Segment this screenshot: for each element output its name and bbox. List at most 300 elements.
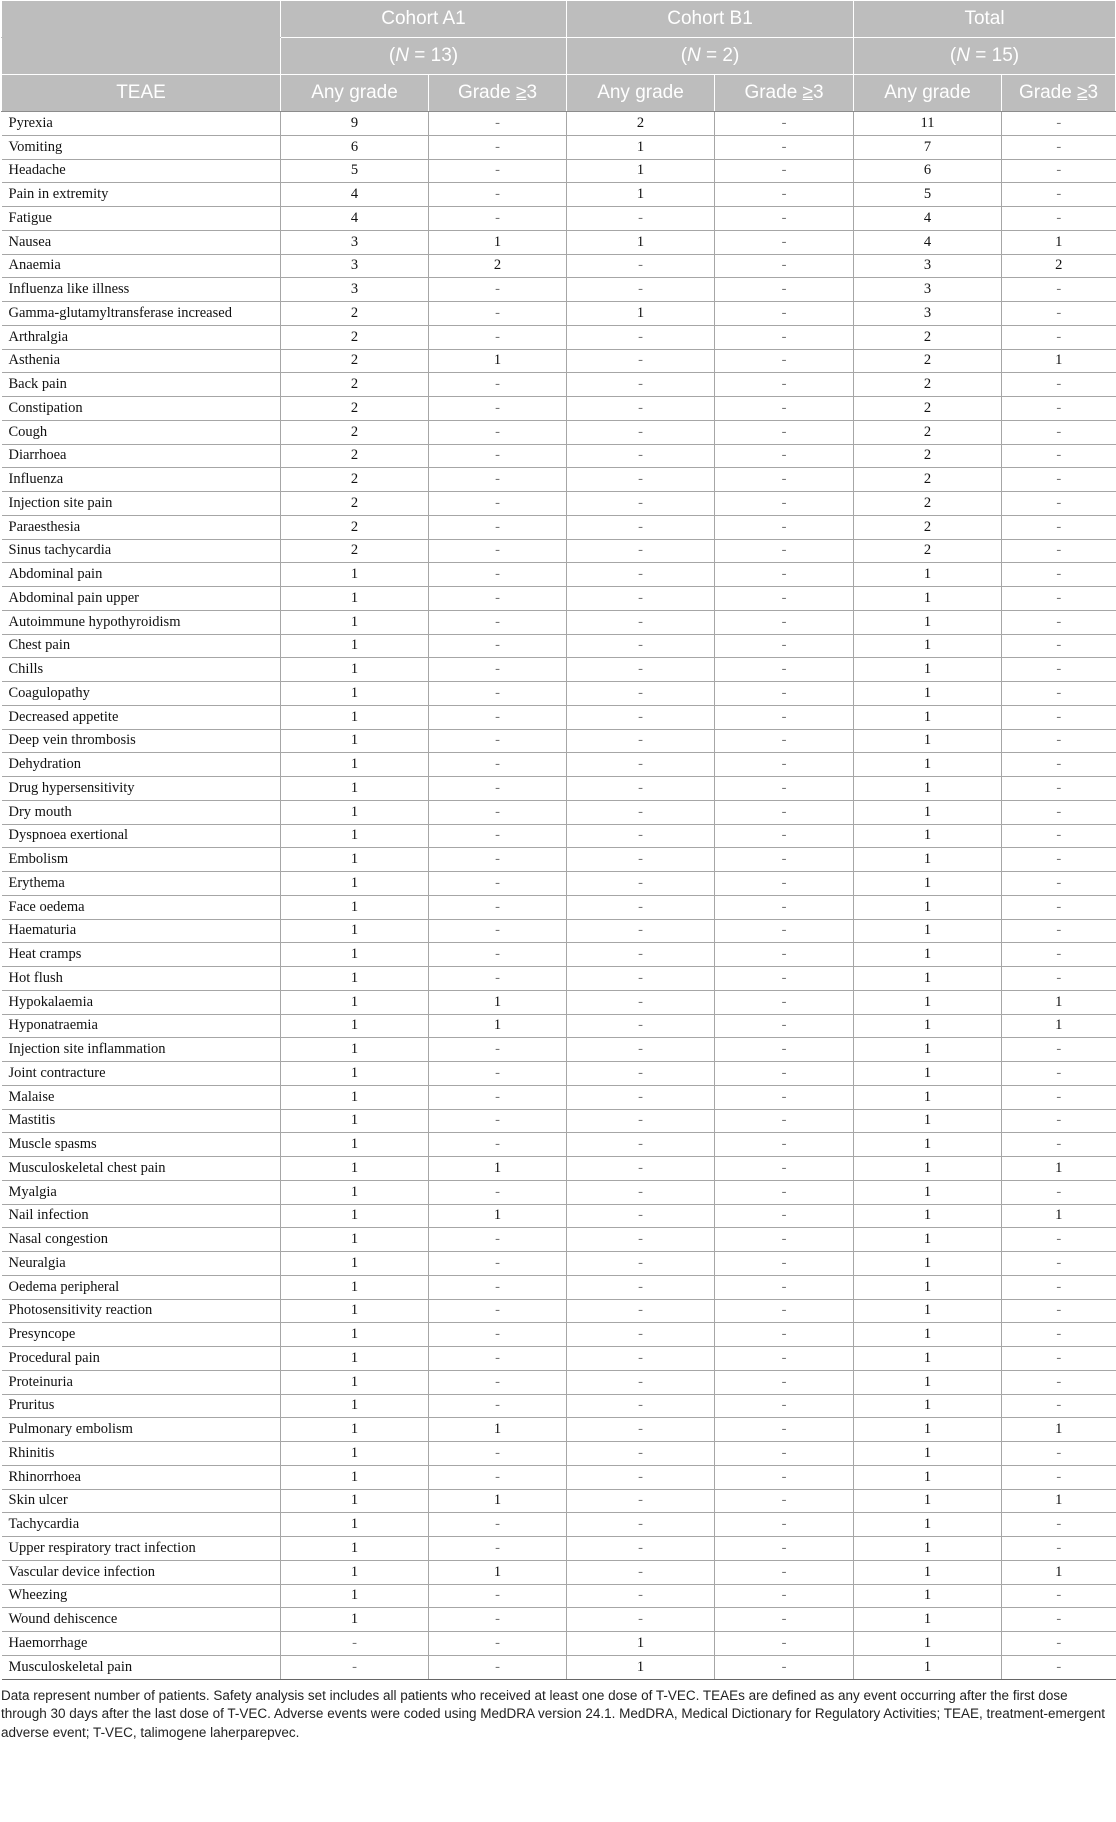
total-any-grade-cell: 1 xyxy=(854,848,1002,872)
cohort-a1-grade3-cell: - xyxy=(429,872,567,896)
table-row xyxy=(2,444,1116,468)
event-name-cell: Proteinuria xyxy=(2,1370,281,1394)
cohort-b1-grade3-cell: - xyxy=(715,587,854,611)
total-n: (N = 15) xyxy=(854,38,1116,75)
table-row xyxy=(2,634,1116,658)
teae-table xyxy=(1,0,1116,1680)
total-any-grade-cell: 1 xyxy=(854,1062,1002,1086)
event-name-cell: Musculoskeletal pain xyxy=(2,1655,281,1679)
table-row xyxy=(2,1537,1116,1561)
total-grade3-cell: - xyxy=(1002,397,1116,421)
cohort-b1-any-grade-cell: - xyxy=(567,207,715,231)
cohort-a1-any-grade-cell: 1 xyxy=(281,800,429,824)
cohort-b1-grade3-cell: - xyxy=(715,848,854,872)
cohort-b1-any-grade-cell: - xyxy=(567,373,715,397)
cohort-b1-grade3-cell: - xyxy=(715,325,854,349)
cohort-a1-any-grade-cell: 1 xyxy=(281,753,429,777)
cohort-a1-any-grade-cell: 4 xyxy=(281,183,429,207)
table-row xyxy=(2,1157,1116,1181)
cohort-a1-any-grade-cell: 1 xyxy=(281,658,429,682)
cohort-a1-grade3-cell: 1 xyxy=(429,1418,567,1442)
cohort-b1-grade3-cell: - xyxy=(715,492,854,516)
cohort-a1-grade3-cell: - xyxy=(429,1442,567,1466)
cohort-a1-grade3-cell: 1 xyxy=(429,1560,567,1584)
table-row xyxy=(2,800,1116,824)
cohort-a1-any-grade-cell: 1 xyxy=(281,872,429,896)
cohort-a1-any-grade-cell: 1 xyxy=(281,1157,429,1181)
table-row xyxy=(2,373,1116,397)
total-grade3-cell: - xyxy=(1002,705,1116,729)
cohort-b1-grade3-cell: - xyxy=(715,349,854,373)
total-any-grade-cell: 1 xyxy=(854,872,1002,896)
cohort-a1-any-grade-cell: 3 xyxy=(281,254,429,278)
cohort-a1-any-grade-cell: 1 xyxy=(281,1038,429,1062)
total-grade3-cell: 1 xyxy=(1002,349,1116,373)
cohort-a1-grade3-cell: - xyxy=(429,587,567,611)
cohort-b1-any-grade-cell: - xyxy=(567,1133,715,1157)
total-any-grade-cell: 1 xyxy=(854,587,1002,611)
table-row xyxy=(2,990,1116,1014)
event-name-cell: Neuralgia xyxy=(2,1252,281,1276)
table-row xyxy=(2,1584,1116,1608)
event-name-cell: Heat cramps xyxy=(2,943,281,967)
cohort-b1-any-grade-cell: - xyxy=(567,634,715,658)
cohort-a1-any-grade-cell: 1 xyxy=(281,1418,429,1442)
total-grade3-cell: 1 xyxy=(1002,1418,1116,1442)
cohort-b1-grade3-cell: - xyxy=(715,1323,854,1347)
total-grade3-cell: - xyxy=(1002,1584,1116,1608)
cohort-a1-grade3-cell: - xyxy=(429,444,567,468)
cohort-a1-grade3-cell: 1 xyxy=(429,1157,567,1181)
cohort-b1-grade3-cell: - xyxy=(715,1537,854,1561)
cohort-b1-any-grade-cell: - xyxy=(567,444,715,468)
cohort-b1-grade3-cell: - xyxy=(715,420,854,444)
total-any-grade-cell: 1 xyxy=(854,824,1002,848)
cohort-b1-grade3-cell: - xyxy=(715,777,854,801)
total-grade3-cell: - xyxy=(1002,1228,1116,1252)
cohort-b1-grade3-cell: - xyxy=(715,1275,854,1299)
cohort-a1-grade3-cell: 1 xyxy=(429,1489,567,1513)
table-row xyxy=(2,848,1116,872)
total-grade3-cell: - xyxy=(1002,967,1116,991)
cohort-b1-any-grade-cell: - xyxy=(567,587,715,611)
table-row xyxy=(2,325,1116,349)
table-row xyxy=(2,777,1116,801)
table-row xyxy=(2,1038,1116,1062)
total-any-grade-cell: 1 xyxy=(854,1584,1002,1608)
total-any-grade-cell: 1 xyxy=(854,1133,1002,1157)
event-name-cell: Haematuria xyxy=(2,919,281,943)
total-any-grade-cell: 3 xyxy=(854,302,1002,326)
cohort-a1-grade3-cell: - xyxy=(429,610,567,634)
cohort-a1-grade3-cell: - xyxy=(429,492,567,516)
total-grade3-cell: 1 xyxy=(1002,230,1116,254)
cohort-b1-any-grade-cell: - xyxy=(567,1560,715,1584)
cohort-a1-grade3-cell: - xyxy=(429,1252,567,1276)
cohort-b1-grade3-cell: - xyxy=(715,183,854,207)
cohort-a1-any-grade-cell: 1 xyxy=(281,1513,429,1537)
cohort-a1-any-grade-cell: 1 xyxy=(281,895,429,919)
cohort-a1-any-grade-cell: 2 xyxy=(281,373,429,397)
cohort-b1-grade3-cell: - xyxy=(715,1347,854,1371)
cohort-b1-grade3-cell: - xyxy=(715,539,854,563)
cohort-b1-any-grade-cell: - xyxy=(567,1180,715,1204)
cohort-a1-grade3-cell: - xyxy=(429,753,567,777)
event-name-cell: Injection site inflammation xyxy=(2,1038,281,1062)
total-any-grade-cell: 1 xyxy=(854,967,1002,991)
table-row xyxy=(2,1655,1116,1679)
teae-column-header: TEAE xyxy=(2,75,281,112)
cohort-b1-any-grade-cell: - xyxy=(567,492,715,516)
cohort-b1-grade3-cell: - xyxy=(715,1157,854,1181)
event-name-cell: Chest pain xyxy=(2,634,281,658)
header-blank-cell xyxy=(2,38,281,75)
any-grade-header: Any grade xyxy=(281,75,429,112)
cohort-a1-any-grade-cell: 1 xyxy=(281,1109,429,1133)
cohort-b1-any-grade-cell: - xyxy=(567,872,715,896)
cohort-b1-any-grade-cell: - xyxy=(567,1085,715,1109)
cohort-b1-any-grade-cell: 1 xyxy=(567,135,715,159)
total-any-grade-cell: 1 xyxy=(854,777,1002,801)
total-any-grade-cell: 1 xyxy=(854,1014,1002,1038)
total-grade3-cell: - xyxy=(1002,1109,1116,1133)
event-name-cell: Headache xyxy=(2,159,281,183)
table-row xyxy=(2,1109,1116,1133)
event-name-cell: Abdominal pain xyxy=(2,563,281,587)
total-grade3-cell: - xyxy=(1002,1608,1116,1632)
event-name-cell: Presyncope xyxy=(2,1323,281,1347)
cohort-a1-any-grade-cell: 1 xyxy=(281,1608,429,1632)
total-grade3-cell: 1 xyxy=(1002,1489,1116,1513)
table-row xyxy=(2,943,1116,967)
cohort-b1-grade3-cell: - xyxy=(715,1418,854,1442)
total-any-grade-cell: 1 xyxy=(854,682,1002,706)
total-grade3-cell: - xyxy=(1002,610,1116,634)
cohort-a1-grade3-cell: - xyxy=(429,1275,567,1299)
table-row xyxy=(2,230,1116,254)
table-row xyxy=(2,112,1116,136)
cohort-b1-grade3-cell: - xyxy=(715,1489,854,1513)
table-row xyxy=(2,183,1116,207)
cohort-b1-any-grade-cell: - xyxy=(567,1038,715,1062)
event-name-cell: Embolism xyxy=(2,848,281,872)
cohort-a1-any-grade-cell: 5 xyxy=(281,159,429,183)
cohort-b1-any-grade-cell: - xyxy=(567,1204,715,1228)
cohort-a1-grade3-cell: - xyxy=(429,1062,567,1086)
event-name-cell: Pruritus xyxy=(2,1394,281,1418)
cohort-b1-any-grade-cell: - xyxy=(567,658,715,682)
cohort-b1-grade3-cell: - xyxy=(715,1109,854,1133)
cohort-b1-any-grade-cell: - xyxy=(567,943,715,967)
event-name-cell: Tachycardia xyxy=(2,1513,281,1537)
event-name-cell: Mastitis xyxy=(2,1109,281,1133)
cohort-a1-grade3-cell: - xyxy=(429,705,567,729)
cohort-b1-grade3-cell: - xyxy=(715,278,854,302)
total-any-grade-cell: 2 xyxy=(854,325,1002,349)
cohort-b1-any-grade-cell: - xyxy=(567,753,715,777)
cohort-b1-grade3-cell: - xyxy=(715,207,854,231)
total-any-grade-cell: 1 xyxy=(854,1513,1002,1537)
total-any-grade-cell: 2 xyxy=(854,492,1002,516)
cohort-b1-grade3-cell: - xyxy=(715,515,854,539)
total-grade3-cell: - xyxy=(1002,207,1116,231)
cohort-b1-any-grade-cell: - xyxy=(567,349,715,373)
total-grade3-cell: - xyxy=(1002,159,1116,183)
table-row xyxy=(2,824,1116,848)
table-row xyxy=(2,1465,1116,1489)
cohort-a1-any-grade-cell: 2 xyxy=(281,349,429,373)
cohort-a1-any-grade-cell: 1 xyxy=(281,1085,429,1109)
cohort-a1-any-grade-cell: 1 xyxy=(281,1584,429,1608)
total-any-grade-cell: 1 xyxy=(854,1418,1002,1442)
cohort-a1-grade3-cell: - xyxy=(429,777,567,801)
cohort-a1-any-grade-cell: 6 xyxy=(281,135,429,159)
table-row xyxy=(2,207,1116,231)
cohort-b1-any-grade-cell: 1 xyxy=(567,230,715,254)
cohort-b1-grade3-cell: - xyxy=(715,1608,854,1632)
cohort-a1-grade3-cell: - xyxy=(429,1323,567,1347)
total-any-grade-cell: 1 xyxy=(854,1347,1002,1371)
event-name-cell: Rhinorrhoea xyxy=(2,1465,281,1489)
total-grade3-cell: - xyxy=(1002,1655,1116,1679)
cohort-b1-grade3-cell: - xyxy=(715,705,854,729)
total-any-grade-cell: 3 xyxy=(854,254,1002,278)
total-grade3-cell: - xyxy=(1002,420,1116,444)
cohort-b1-any-grade-cell: - xyxy=(567,1418,715,1442)
cohort-a1-grade3-cell: - xyxy=(429,1394,567,1418)
cohort-b1-grade3-cell: - xyxy=(715,563,854,587)
cohort-b1-grade3-cell: - xyxy=(715,1204,854,1228)
total-grade3-cell: - xyxy=(1002,278,1116,302)
total-any-grade-cell: 2 xyxy=(854,468,1002,492)
cohort-b1-grade3-cell: - xyxy=(715,967,854,991)
event-name-cell: Wound dehiscence xyxy=(2,1608,281,1632)
cohort-a1-any-grade-cell: 1 xyxy=(281,729,429,753)
total-any-grade-cell: 1 xyxy=(854,919,1002,943)
cohort-b1-any-grade-cell: - xyxy=(567,1347,715,1371)
total-any-grade-cell: 11 xyxy=(854,112,1002,136)
cohort-a1-any-grade-cell: 2 xyxy=(281,539,429,563)
total-grade3-cell: - xyxy=(1002,753,1116,777)
cohort-a1-grade3-cell: - xyxy=(429,159,567,183)
table-row xyxy=(2,658,1116,682)
cohort-a1-any-grade-cell: 1 xyxy=(281,610,429,634)
event-name-cell: Haemorrhage xyxy=(2,1632,281,1656)
cohort-a1-grade3-cell: - xyxy=(429,1109,567,1133)
cohort-b1-grade3-cell: - xyxy=(715,302,854,326)
cohort-b1-grade3-cell: - xyxy=(715,634,854,658)
cohort-a1-any-grade-cell: 2 xyxy=(281,492,429,516)
cohort-a1-grade3-cell: - xyxy=(429,183,567,207)
cohort-a1-grade3-cell: - xyxy=(429,634,567,658)
event-name-cell: Vomiting xyxy=(2,135,281,159)
table-row xyxy=(2,967,1116,991)
total-grade3-cell: - xyxy=(1002,1252,1116,1276)
total-any-grade-cell: 2 xyxy=(854,539,1002,563)
cohort-a1-grade3-cell: 1 xyxy=(429,1204,567,1228)
cohort-b1-any-grade-cell: - xyxy=(567,397,715,421)
event-name-cell: Erythema xyxy=(2,872,281,896)
event-name-cell: Skin ulcer xyxy=(2,1489,281,1513)
cohort-a1-grade3-cell: - xyxy=(429,1133,567,1157)
cohort-b1-grade3-cell: - xyxy=(715,254,854,278)
cohort-a1-grade3-cell: - xyxy=(429,563,567,587)
cohort-b1-any-grade-cell: - xyxy=(567,777,715,801)
total-grade3-cell: 2 xyxy=(1002,254,1116,278)
event-name-cell: Nausea xyxy=(2,230,281,254)
cohort-a1-any-grade-cell: 1 xyxy=(281,1537,429,1561)
n-value: = 15) xyxy=(969,45,1020,66)
cohort-a1-any-grade-cell: 4 xyxy=(281,207,429,231)
table-row xyxy=(2,254,1116,278)
grade-3-header: Grade ≥3 xyxy=(1002,75,1116,112)
table-row xyxy=(2,1062,1116,1086)
event-name-cell: Vascular device infection xyxy=(2,1560,281,1584)
table-row xyxy=(2,515,1116,539)
cohort-b1-n: (N = 2) xyxy=(567,38,854,75)
event-name-cell: Face oedema xyxy=(2,895,281,919)
total-any-grade-cell: 1 xyxy=(854,1157,1002,1181)
total-any-grade-cell: 1 xyxy=(854,1038,1002,1062)
cohort-b1-grade3-cell: - xyxy=(715,800,854,824)
table-row xyxy=(2,1204,1116,1228)
n-label: N xyxy=(395,45,409,66)
cohort-b1-any-grade-cell: - xyxy=(567,610,715,634)
cohort-b1-any-grade-cell: 1 xyxy=(567,302,715,326)
total-grade3-cell: - xyxy=(1002,1370,1116,1394)
cohort-a1-any-grade-cell: 1 xyxy=(281,1465,429,1489)
total-grade3-cell: - xyxy=(1002,658,1116,682)
cohort-b1-grade3-cell: - xyxy=(715,1299,854,1323)
table-footnote: Data represent number of patients. Safety analysis set includes all patients who received at least one dose of T-VEC. TEAEs are defined as any event occurring after the first dose through 30 days after the last dose of T-VEC. Adverse events were coded using MedDRA version 24.1. MedDRA, Medical Dictionary for Regulatory Activities; TEAE, treatment-emergent adverse event; T-VEC, talimogene laherparepvec. xyxy=(1,1687,1106,1740)
cohort-a1-any-grade-cell: 1 xyxy=(281,777,429,801)
table-row xyxy=(2,1347,1116,1371)
event-name-cell: Asthenia xyxy=(2,349,281,373)
total-grade3-cell: - xyxy=(1002,1465,1116,1489)
cohort-a1-grade3-cell: - xyxy=(429,135,567,159)
total-grade3-cell: - xyxy=(1002,1632,1116,1656)
total-grade3-cell: - xyxy=(1002,135,1116,159)
cohort-b1-grade3-cell: - xyxy=(715,1062,854,1086)
event-name-cell: Oedema peripheral xyxy=(2,1275,281,1299)
total-grade3-cell: - xyxy=(1002,824,1116,848)
n-label: N xyxy=(687,45,701,66)
cohort-a1-any-grade-cell: 1 xyxy=(281,848,429,872)
table-row xyxy=(2,1608,1116,1632)
cohort-a1-grade3-cell: - xyxy=(429,800,567,824)
total-any-grade-cell: 1 xyxy=(854,895,1002,919)
cohort-a1-n: (N = 13) xyxy=(281,38,567,75)
cohort-a1-grade3-cell: - xyxy=(429,1537,567,1561)
cohort-a1-grade3-cell: - xyxy=(429,1085,567,1109)
cohort-b1-grade3-cell: - xyxy=(715,444,854,468)
cohort-b1-any-grade-cell: - xyxy=(567,824,715,848)
total-grade3-cell: - xyxy=(1002,919,1116,943)
cohort-b1-any-grade-cell: - xyxy=(567,1062,715,1086)
cohort-a1-any-grade-cell: 1 xyxy=(281,1133,429,1157)
cohort-b1-any-grade-cell: - xyxy=(567,278,715,302)
cohort-b1-grade3-cell: - xyxy=(715,682,854,706)
cohort-b1-any-grade-cell: - xyxy=(567,1228,715,1252)
cohort-b1-any-grade-cell: - xyxy=(567,1608,715,1632)
cohort-b1-any-grade-cell: - xyxy=(567,1299,715,1323)
cohort-a1-grade3-cell: - xyxy=(429,373,567,397)
cohort-b1-grade3-cell: - xyxy=(715,1465,854,1489)
cohort-b1-any-grade-cell: 1 xyxy=(567,159,715,183)
event-name-cell: Dry mouth xyxy=(2,800,281,824)
any-grade-header: Any grade xyxy=(567,75,715,112)
table-row xyxy=(2,1370,1116,1394)
cohort-a1-grade3-cell: - xyxy=(429,1038,567,1062)
cohort-a1-grade3-cell: - xyxy=(429,682,567,706)
total-any-grade-cell: 4 xyxy=(854,230,1002,254)
total-grade3-cell: 1 xyxy=(1002,990,1116,1014)
cohort-a1-grade3-cell: - xyxy=(429,824,567,848)
cohort-a1-any-grade-cell: 2 xyxy=(281,444,429,468)
cohort-b1-any-grade-cell: - xyxy=(567,1275,715,1299)
total-grade3-cell: 1 xyxy=(1002,1204,1116,1228)
n-value: = 13) xyxy=(408,45,459,66)
event-name-cell: Anaemia xyxy=(2,254,281,278)
event-name-cell: Joint contracture xyxy=(2,1062,281,1086)
table-row xyxy=(2,587,1116,611)
cohort-b1-grade3-cell: - xyxy=(715,1513,854,1537)
table-row xyxy=(2,349,1116,373)
table-row xyxy=(2,1085,1116,1109)
table-row xyxy=(2,872,1116,896)
event-name-cell: Coagulopathy xyxy=(2,682,281,706)
cohort-b1-any-grade-cell: - xyxy=(567,1323,715,1347)
total-any-grade-cell: 1 xyxy=(854,1370,1002,1394)
table-row xyxy=(2,468,1116,492)
event-name-cell: Fatigue xyxy=(2,207,281,231)
cohort-a1-grade3-cell: 1 xyxy=(429,230,567,254)
cohort-a1-any-grade-cell: 1 xyxy=(281,1180,429,1204)
cohort-a1-any-grade-cell: 1 xyxy=(281,824,429,848)
cohort-a1-grade3-cell: - xyxy=(429,325,567,349)
cohort-b1-any-grade-cell: - xyxy=(567,990,715,1014)
cohort-a1-any-grade-cell: 1 xyxy=(281,1299,429,1323)
cohort-b1-any-grade-cell: - xyxy=(567,919,715,943)
total-grade3-cell: - xyxy=(1002,1442,1116,1466)
total-any-grade-cell: 1 xyxy=(854,1489,1002,1513)
cohort-a1-any-grade-cell: 2 xyxy=(281,515,429,539)
cohort-a1-any-grade-cell: 1 xyxy=(281,1228,429,1252)
total-grade3-cell: - xyxy=(1002,848,1116,872)
cohort-b1-any-grade-cell: - xyxy=(567,705,715,729)
header-blank-cell xyxy=(2,1,281,38)
cohort-a1-grade3-cell: - xyxy=(429,1608,567,1632)
total-grade3-cell: - xyxy=(1002,183,1116,207)
event-name-cell: Musculoskeletal chest pain xyxy=(2,1157,281,1181)
table-row xyxy=(2,1632,1116,1656)
event-name-cell: Myalgia xyxy=(2,1180,281,1204)
total-grade3-cell: - xyxy=(1002,468,1116,492)
cohort-a1-grade3-cell: - xyxy=(429,1299,567,1323)
cohort-a1-any-grade-cell: 1 xyxy=(281,967,429,991)
total-any-grade-cell: 1 xyxy=(854,610,1002,634)
cohort-a1-grade3-cell: - xyxy=(429,1584,567,1608)
cohort-a1-any-grade-cell: 1 xyxy=(281,705,429,729)
total-grade3-cell: - xyxy=(1002,1513,1116,1537)
total-grade3-cell: - xyxy=(1002,1085,1116,1109)
total-any-grade-cell: 1 xyxy=(854,1299,1002,1323)
cohort-a1-any-grade-cell: 3 xyxy=(281,278,429,302)
grade-3-header: Grade ≥3 xyxy=(715,75,854,112)
cohort-b1-any-grade-cell: - xyxy=(567,1465,715,1489)
cohort-b1-any-grade-cell: - xyxy=(567,1157,715,1181)
event-name-cell: Chills xyxy=(2,658,281,682)
